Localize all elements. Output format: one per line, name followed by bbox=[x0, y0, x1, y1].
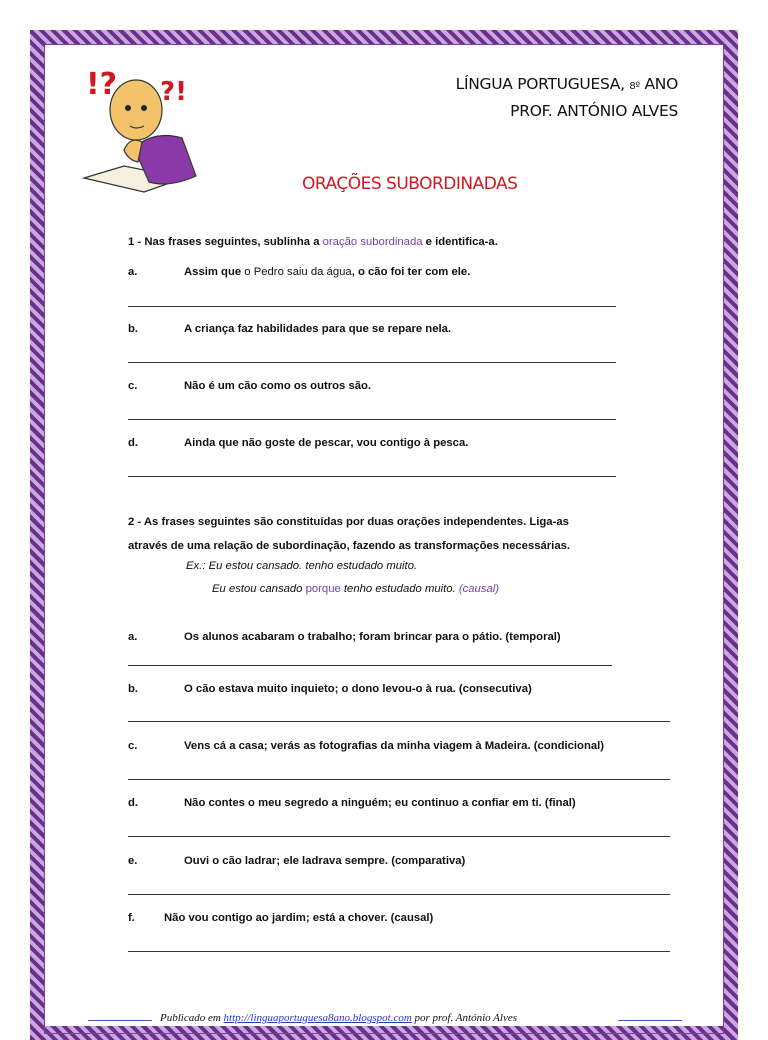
sentence-part: , o cão foi ter com ele. bbox=[351, 266, 471, 278]
sentence-c: Não é um cão como os outros são. bbox=[184, 380, 372, 392]
subject-label: LÍNGUA PORTUGUESA, bbox=[455, 75, 625, 93]
svg-text:?!: ?! bbox=[160, 77, 187, 107]
item-letter: e. bbox=[128, 855, 138, 867]
exercise-a: Os alunos acabaram o trabalho; foram brincar para o pátio. (temporal) bbox=[184, 631, 561, 643]
exercise-d: Não contes o meu segredo a ninguém; eu continuo a confiar em ti. (final) bbox=[184, 797, 576, 809]
answer-line[interactable] bbox=[128, 779, 670, 780]
item-letter: d. bbox=[128, 797, 139, 809]
page-title: ORAÇÕES SUBORDINADAS bbox=[302, 174, 518, 194]
section2-prompt-line2: através de uma relação de subordinação, fazendo as transformações necessárias. bbox=[128, 540, 571, 552]
prompt-text: 1 - Nas frases seguintes, sublinha a bbox=[128, 236, 323, 248]
svg-text:!?: !? bbox=[86, 67, 118, 102]
answer-line[interactable] bbox=[128, 306, 616, 307]
answer-line[interactable] bbox=[128, 721, 670, 722]
item-letter: b. bbox=[128, 323, 139, 335]
item-letter: b. bbox=[128, 683, 139, 695]
answer-line[interactable] bbox=[128, 836, 670, 837]
item-letter: c. bbox=[128, 740, 138, 752]
grade-label: 8º bbox=[629, 81, 640, 92]
sentence-d: Ainda que não goste de pescar, vou contigo à pesca. bbox=[184, 437, 469, 449]
answer-line[interactable] bbox=[128, 419, 616, 420]
document-header bbox=[456, 72, 678, 123]
example-line2 bbox=[212, 583, 499, 595]
example-text: Eu estou cansado bbox=[212, 583, 306, 595]
exercise-e: Ouvi o cão ladrar; ele ladrava sempre. (comparativa) bbox=[184, 855, 466, 867]
prompt-text-end: e identifica-a. bbox=[422, 236, 498, 248]
footer-post: por prof. António Alves bbox=[411, 1012, 517, 1024]
item-letter: c. bbox=[128, 380, 138, 392]
exercise-b: O cão estava muito inquieto; o dono levou-o à rua. (consecutiva) bbox=[184, 683, 532, 695]
footer-pre: Publicado em bbox=[160, 1012, 224, 1024]
section1-prompt bbox=[128, 236, 498, 248]
answer-line[interactable] bbox=[128, 362, 616, 363]
prompt-highlight: oração subordinada bbox=[322, 236, 423, 248]
example-conjunction: porque bbox=[305, 583, 341, 595]
answer-line[interactable] bbox=[128, 894, 670, 895]
sentence-a bbox=[184, 266, 470, 278]
footer-link[interactable]: http://linguaportuguesa8ano.blogspot.com bbox=[223, 1012, 412, 1024]
teacher-label: PROF. ANTÓNIO ALVES bbox=[510, 102, 678, 120]
sentence-part: Assim que bbox=[184, 266, 245, 278]
thinking-boy-illustration bbox=[64, 58, 214, 198]
sentence-part-plain: o Pedro saiu da água bbox=[244, 266, 352, 278]
exercise-c: Vens cá a casa; verás as fotografias da minha viagem à Madeira. (condicional) bbox=[184, 740, 605, 752]
footer-rule-left bbox=[88, 1020, 152, 1021]
example-text: tenho estudado muito. bbox=[340, 583, 459, 595]
answer-line[interactable] bbox=[128, 665, 612, 666]
exercise-f: Não vou contigo ao jardim; está a chover. (causal) bbox=[164, 912, 434, 924]
footer-rule-right bbox=[618, 1020, 682, 1021]
section2-prompt-line1: 2 - As frases seguintes são constituídas por duas orações independentes. Liga-as bbox=[128, 516, 569, 528]
footer-text bbox=[160, 1012, 517, 1024]
item-letter: d. bbox=[128, 437, 139, 449]
item-letter: a. bbox=[128, 631, 138, 643]
item-letter: f. bbox=[128, 912, 135, 924]
example-type: (causal) bbox=[458, 583, 500, 595]
sentence-b: A criança faz habilidades para que se repare nela. bbox=[184, 323, 452, 335]
item-letter: a. bbox=[128, 266, 138, 278]
answer-line[interactable] bbox=[128, 951, 670, 952]
grade-suffix: ANO bbox=[644, 75, 678, 93]
example-line1: Ex.: Eu estou cansado. tenho estudado muito. bbox=[186, 560, 418, 572]
answer-line[interactable] bbox=[128, 476, 616, 477]
